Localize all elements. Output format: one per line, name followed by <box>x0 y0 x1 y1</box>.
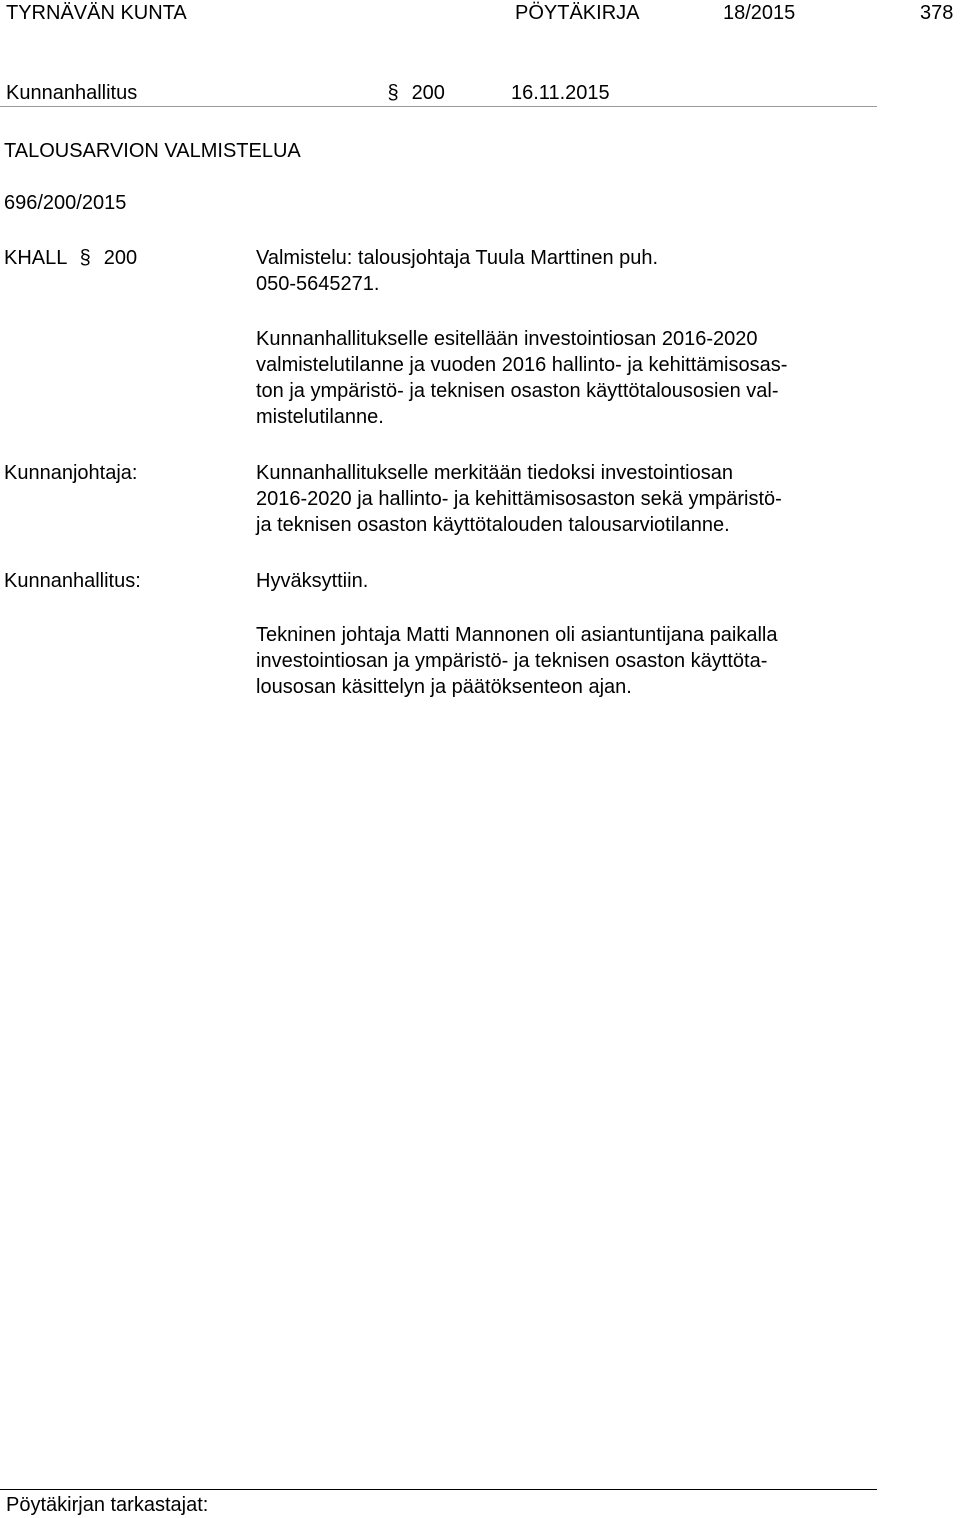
agenda-title: TALOUSARVION VALMISTELUA <box>4 140 301 162</box>
meeting-date: 16.11.2015 <box>511 82 610 104</box>
checkers-label: Pöytäkirjan tarkastajat: <box>6 1494 209 1516</box>
decision-text: Hyväksyttiin. <box>256 570 369 592</box>
section-number: 200 <box>103 247 138 269</box>
page-number: 378 <box>920 2 954 24</box>
meeting-body: Kunnanhallitus <box>6 82 138 104</box>
agenda-section <box>4 245 137 271</box>
municipality-name: TYRNÄVÄN KUNTA <box>6 2 187 24</box>
footer-divider <box>0 1489 877 1490</box>
section-symbol: § <box>387 82 399 104</box>
document-number: 18/2015 <box>723 2 796 24</box>
document-type: PÖYTÄKIRJA <box>515 2 640 24</box>
section-number: 200 <box>411 82 445 104</box>
record-number: 696/200/2015 <box>4 192 127 214</box>
preparation-note: Valmistelu: talousjohtaja Tuula Marttinen puh. 050-5645271. <box>256 247 659 295</box>
proposal-label: Kunnanjohtaja: <box>4 462 138 484</box>
note-paragraph: Tekninen johtaja Matti Mannonen oli asiantuntijana paikalla investointiosan ja ympäristö- ja teknisen osaston käyttöta- lousosan käsittelyn ja päätöksenteon ajan. <box>256 624 778 698</box>
header-divider <box>0 106 877 107</box>
intro-paragraph: Kunnanhallitukselle esitellään investointiosan 2016-2020 valmistelutilanne ja vuoden 2016 hallinto- ja kehittämisosas- ton ja ympäristö- ja teknisen osaston käyttötalousosien val- mistelutilanne. <box>256 328 788 428</box>
section-label: KHALL <box>4 247 67 269</box>
section-symbol: § <box>79 247 91 269</box>
decision-label: Kunnanhallitus: <box>4 570 141 592</box>
proposal-text: Kunnanhallitukselle merkitään tiedoksi investointiosan 2016-2020 ja hallinto- ja kehittämisosaston sekä ympäristö- ja teknisen osaston käyttötalouden talousarviotilanne. <box>256 462 782 536</box>
meeting-section <box>380 80 445 106</box>
